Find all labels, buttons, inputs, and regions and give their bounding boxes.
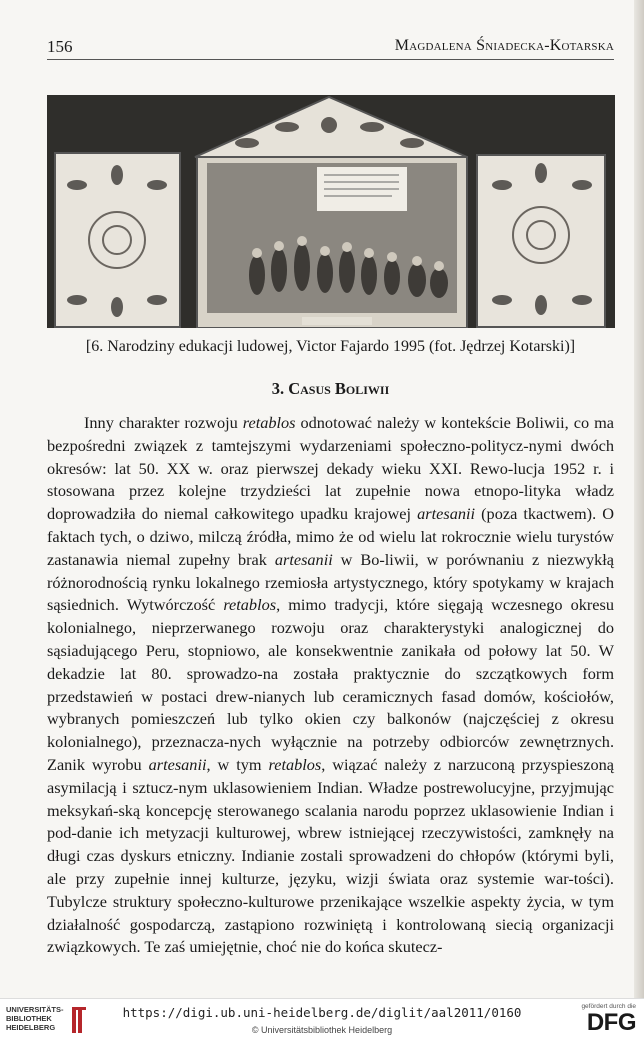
page-number: 156	[47, 37, 73, 56]
text-line: (poza tkactwem). O faktach tych, o dziwo, milczą źródła, mimo że od wielu	[47, 504, 614, 546]
text-line: danie ich metyzacji kulturowej, wbrew istniejącej rzeczywistości, zamknęły na	[76, 823, 614, 843]
text-line: ską koncepcję sterowanego scalania narodu poprzez uklasowienie Indian i pod-	[47, 800, 614, 843]
text-line: nych wyłącznie na potrzeby odbiorców zewnętrznych. Zanik wyrobu artesanii,	[47, 732, 615, 774]
section-heading: 3. Casus Boliwii	[271, 379, 390, 398]
text-line: co ma bezpośredni związek z tamtejszymi wydarzeniami społeczno-politycz-	[47, 413, 614, 455]
funding-note: gefördert durch die	[581, 1003, 636, 1010]
text-line: nianych lub ceramicznych fasad domów, kościołów, wybranych pomieszczeń	[47, 686, 614, 729]
text-line: mimo tradycji, które sięgają wczesnego okresu kolonialnego, nieprzerwanego	[47, 595, 614, 638]
text-line: byli, ale przy zupełnie innej kulturze, języku, wizji świata oraz systemie war-	[47, 846, 614, 888]
text-line: lucja 1952 r. i stosowana przez kolejne trzydzieści lat zupełnie nowa etnopo-	[47, 458, 614, 501]
text-line: ale konsekwentnie zanikała od połowy lat 50. W dekadzie lat 80. sprowadzo-	[47, 640, 614, 683]
text-line: lat rokrocznie wielu turystów zastanawia niemal zupełny brak artesanii w Bo-	[47, 526, 614, 569]
text-line: liwii, w porównaniu z niezwykłą różnorodnością rynku lokalnego rzemiosła	[47, 549, 615, 592]
library-name: UNIVERSITÄTS-BIBLIOTHEK HEIDELBERG	[6, 1005, 64, 1032]
text-line: Inny charakter rozwoju retablos odnotować należy w kontekście Boliwii,	[84, 413, 569, 432]
header-rule	[47, 59, 614, 60]
footer-bar	[0, 998, 644, 1045]
text-line: tości). Tubylcze struktury społeczno-kulturowe przenikające wszelkie aspekty	[47, 868, 614, 911]
text-line: życia, w tym działalność gospodarczą, zastąpiono rozwiniętą i kontrolowaną	[47, 891, 614, 934]
text-line: artystycznego, który spotykamy w krajach sąsiednich. Wytwórczość retablos,	[47, 572, 615, 615]
body-paragraph	[47, 412, 614, 959]
text-line: nymi dwóch okresów: lat 50. XX w. oraz pierwszej dekady wieku XXI. Rewo-	[47, 435, 614, 478]
figure-caption: [6. Narodziny edukacji ludowej, Victor Fajardo 1995 (fot. Jędrzej Kotarski)]	[85, 338, 576, 355]
running-head: Magdalena Śniadecka-Kotarska	[394, 37, 614, 54]
text-line: rozwoju oraz charakterystyki analogicznej do sąsiadującego Peru, stopniowo,	[47, 618, 615, 660]
source-url-link[interactable]: https://digi.ub.uni-heidelberg.de/diglit/aal2011/0160	[122, 1005, 522, 1020]
text-line: nym uklasowieniem Indian. Władze postrewolucyjne, przyjmując meksykań-	[47, 777, 614, 820]
text-line: w tym retablos, wiązać należy z narzuconą przyspieszoną asymilacją i sztucz-	[47, 754, 615, 797]
copyright-notice: © Universitätsbibliothek Heidelberg	[251, 1025, 393, 1035]
text-line: lub tylko okien czy balkonów (najczęściej z okresu kolonialnego), przeznacza-	[47, 709, 615, 752]
dfg-logo[interactable]	[581, 1003, 636, 1036]
text-line: lityka władz doprowadziła do niemal całkowitego upadku krajowej artesanii	[47, 481, 614, 524]
page-edge	[634, 0, 644, 998]
dfg-wordmark: DFG	[586, 1009, 636, 1036]
paragraph	[47, 412, 614, 959]
retablo-photo	[47, 95, 615, 328]
text-line: długi czas dyskurs etniczny. Indianie zostali sprowadzeni do chłopów (którymi	[47, 846, 579, 866]
text-line: siecią organizacji związkowych. Te zaś umiejętnie, choć nie do końca skutecz-	[47, 914, 614, 957]
text-line: na została praktycznie do szczątkowych form przedstawień w postaci drew-	[47, 663, 614, 706]
